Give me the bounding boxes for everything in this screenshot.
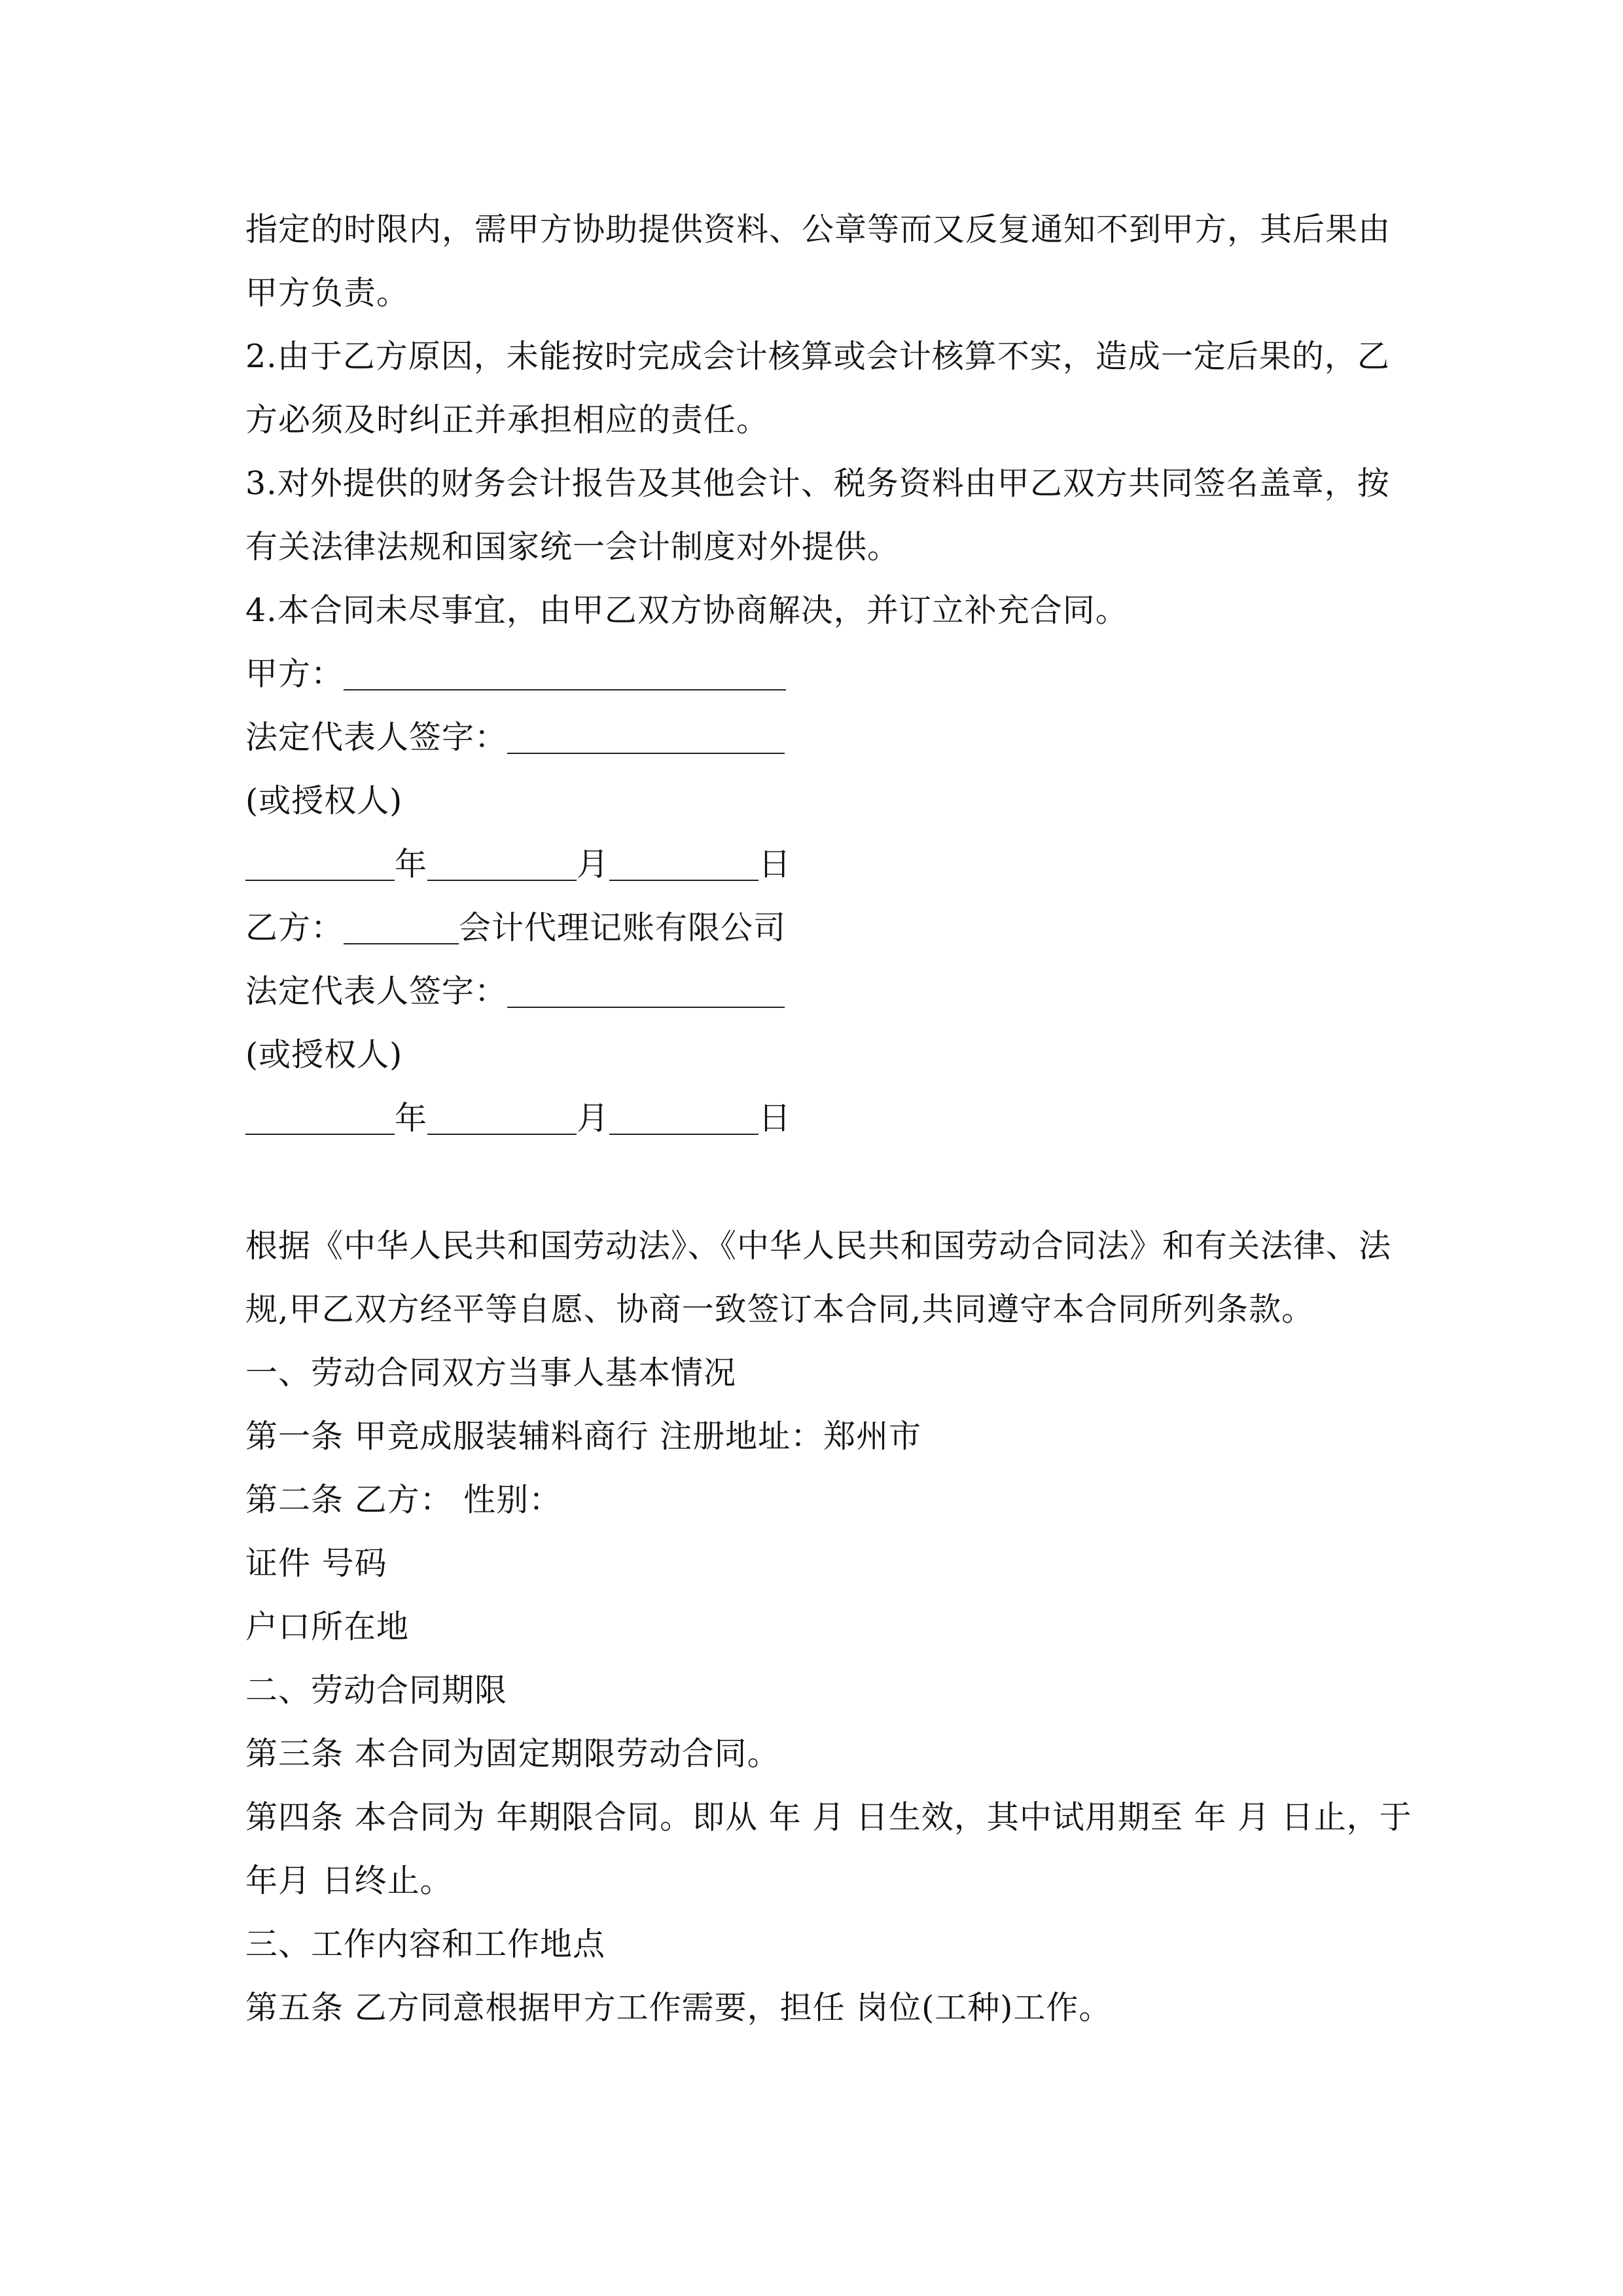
article-5: 第五条 乙方同意根据甲方工作需要，担任 岗位(工种)工作。: [245, 1989, 1112, 2026]
id-number-line: 证件 号码: [245, 1545, 387, 1582]
article-4: 第四条 本合同为 年期限合同。即从 年 月 日生效，其中试用期至 年 月 日止，于: [245, 1799, 1412, 1836]
party-a-date-line: [245, 833, 1384, 896]
month-blank[interactable]: [427, 1096, 577, 1135]
party-b-rep-line: [245, 960, 1384, 1023]
party-b-signature-blank[interactable]: [507, 969, 785, 1008]
text-line: 方必须及时纠正并承担相应的责任。: [245, 401, 770, 439]
text-line: 指定的时限内，需甲方协助提供资料、公章等而又反复通知不到甲方，其后果由: [245, 211, 1391, 248]
party-a-rep-line: [245, 706, 1384, 769]
section-gap: [245, 1150, 1384, 1214]
month-label: 月: [577, 1100, 610, 1137]
year-label: 年: [395, 846, 428, 883]
day-blank[interactable]: [609, 1096, 758, 1135]
article-2: 第二条 乙方： 性别：: [245, 1481, 562, 1518]
text-line: 年月 日终止。: [245, 1862, 453, 1899]
party-b-line: [245, 896, 1384, 960]
party-a-blank[interactable]: [344, 651, 786, 691]
party-b-blank[interactable]: [344, 905, 459, 944]
preamble-line: 规,甲乙双方经平等自愿、协商一致签订本合同,共同遵守本合同所列条款。: [245, 1291, 1315, 1328]
day-label: 日: [758, 1100, 792, 1137]
year-label: 年: [395, 1100, 428, 1137]
party-a-line: [245, 642, 1384, 706]
party-b-label: 乙方：: [245, 909, 344, 946]
party-a-label: 甲方：: [245, 655, 344, 692]
section-heading: 三、工作内容和工作地点: [245, 1926, 606, 1963]
day-blank[interactable]: [609, 842, 758, 881]
clause-3: 3.对外提供的财务会计报告及其他会计、税务资料由甲乙双方共同签名盖章，按: [245, 465, 1390, 502]
document-body: [245, 198, 1412, 2039]
day-label: 日: [758, 846, 792, 883]
party-a-signature-blank[interactable]: [507, 715, 785, 754]
rep-sign-label: 法定代表人签字：: [245, 973, 508, 1010]
section-heading: 一、劳动合同双方当事人基本情况: [245, 1354, 737, 1391]
authorized-note: (或授权人): [245, 1036, 403, 1073]
party-b-company: 会计代理记账有限公司: [459, 909, 787, 946]
clause-2: 2.由于乙方原因，未能按时完成会计核算或会计核算不实，造成一定后果的，乙: [245, 338, 1390, 375]
party-b-date-line: [245, 1086, 1384, 1150]
authorized-note: (或授权人): [245, 782, 403, 819]
text-line: 有关法律法规和国家统一会计制度对外提供。: [245, 528, 901, 565]
year-blank[interactable]: [245, 1096, 395, 1135]
text-line: 甲方负责。: [245, 274, 410, 312]
year-blank[interactable]: [245, 842, 395, 881]
article-3: 第三条 本合同为固定期限劳动合同。: [245, 1735, 780, 1772]
rep-sign-label: 法定代表人签字：: [245, 719, 508, 756]
article-1: 第一条 甲竞成服装辅料商行 注册地址：郑州市: [245, 1418, 922, 1455]
month-label: 月: [577, 846, 610, 883]
clause-4: 4.本合同未尽事宜，由甲乙双方协商解决，并订立补充合同。: [245, 592, 1128, 629]
month-blank[interactable]: [427, 842, 577, 881]
section-heading: 二、劳动合同期限: [245, 1672, 508, 1709]
preamble-line: 根据《中华人民共和国劳动法》、《中华人民共和国劳动合同法》和有关法律、法: [245, 1227, 1392, 1265]
residence-line: 户口所在地: [245, 1608, 410, 1645]
